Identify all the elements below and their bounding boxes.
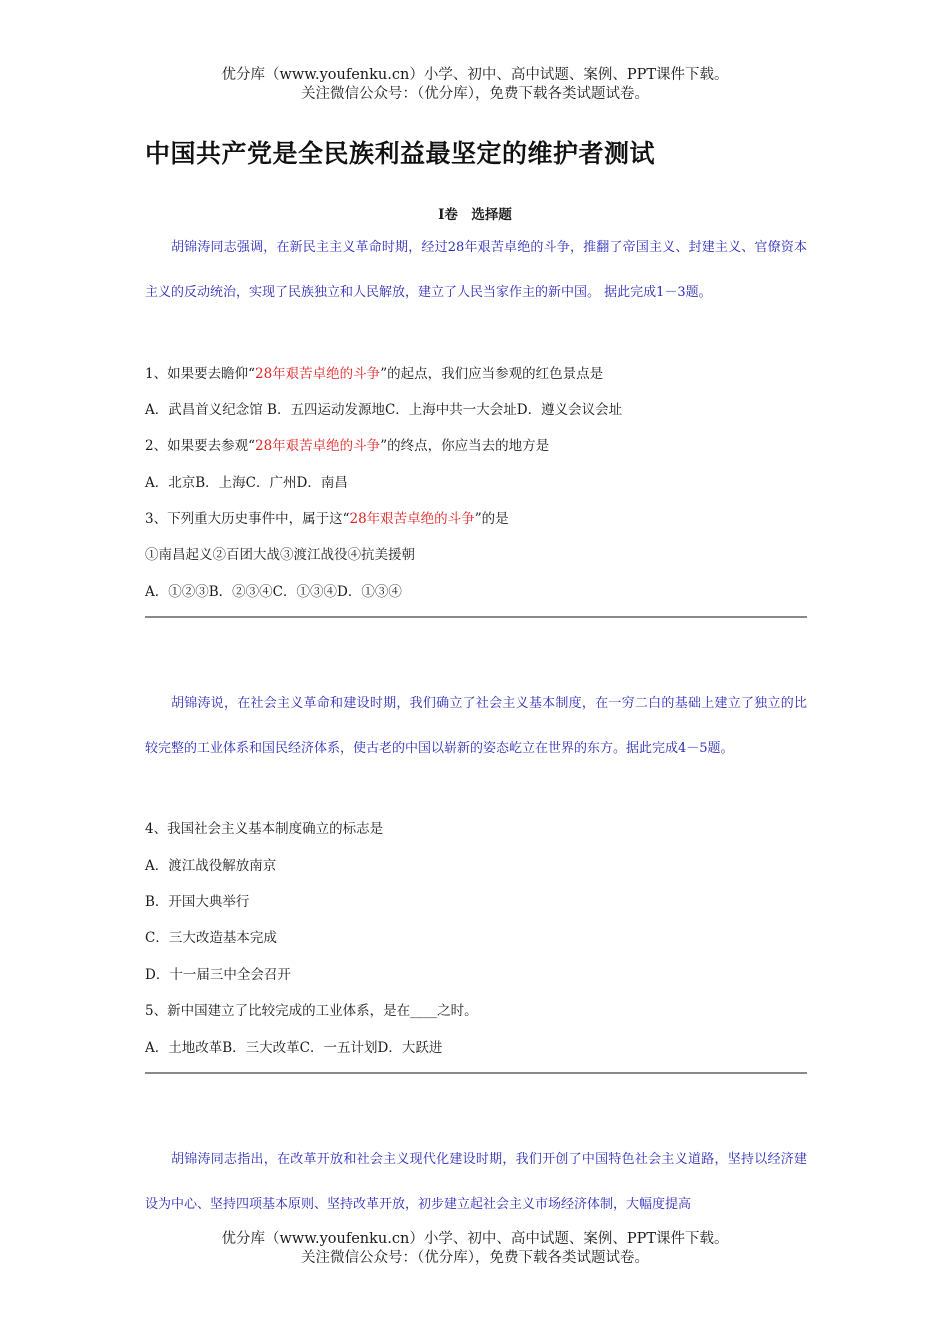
question-3-options: A．①②③B．②③④C．①③④D．①③④: [145, 584, 402, 600]
question-5-options: A．土地改革B．三大改革C．一五计划D．大跃进: [145, 1040, 443, 1056]
question-2-pre: 2、如果要去参观“: [145, 438, 255, 454]
divider: [145, 616, 807, 618]
question-2-highlight: 28年艰苦卓绝的斗争: [255, 438, 381, 454]
passage-3: 胡锦涛同志指出，在改革开放和社会主义现代化建设时期，我们开创了中国特色社会主义道路，坚持以经济建设为中心、坚持四项基本原则、坚持改革开放，初步建立起社会主义市场经济体制，大幅度提高: [145, 1152, 807, 1212]
section-heading: Ⅰ卷 选择题: [438, 207, 512, 223]
question-1-highlight: 28年艰苦卓绝的斗争: [255, 366, 381, 382]
question-4-option-d: D．十一届三中全会召开: [145, 967, 291, 983]
divider: [145, 1072, 807, 1074]
question-3: [145, 510, 509, 528]
question-4: 4、我国社会主义基本制度确立的标志是: [145, 821, 384, 837]
question-3-pre: 3、下列重大历史事件中，属于这“: [145, 511, 350, 527]
question-2-post: ”的终点，你应当去的地方是: [380, 438, 550, 454]
question-3-post: ”的是: [474, 511, 509, 527]
footer-line-1: 优分库（www.youfenku.cn）小学、初中、高中试题、案例、PPT课件下载。: [0, 1230, 950, 1248]
question-1: [145, 365, 603, 383]
header-line-1: 优分库（www.youfenku.cn）小学、初中、高中试题、案例、PPT课件下载。: [221, 67, 729, 83]
question-4-option-b: B．开国大典举行: [145, 894, 250, 910]
question-3-highlight: 28年艰苦卓绝的斗争: [349, 511, 475, 527]
question-2: [145, 437, 549, 455]
footer-line-2: 关注微信公众号：（优分库），免费下载各类试题试卷。: [0, 1249, 950, 1267]
passage-2: 胡锦涛说，在社会主义革命和建设时期，我们确立了社会主义基本制度，在一穷二白的基础上建立了独立的比较完整的工业体系和国民经济体系，使古老的中国以崭新的姿态屹立在世界的东方。据此完成4－5题。: [145, 696, 807, 756]
question-1-options: A．武昌首义纪念馆 B．五四运动发源地C．上海中共一大会址D．遵义会议会址: [145, 402, 623, 418]
question-2-options: A．北京B．上海C．广州D．南昌: [145, 475, 348, 491]
question-5: 5、新中国建立了比较完成的工业体系，是在____之时。: [145, 1003, 478, 1019]
question-1-pre: 1、如果要去瞻仰“: [145, 366, 255, 382]
question-4-option-a: A．渡江战役解放南京: [145, 858, 277, 874]
header-line-2: 关注微信公众号：（优分库），免费下载各类试题试卷。: [301, 86, 649, 102]
page-title: 中国共产党是全民族利益最坚定的维护者测试: [145, 139, 656, 168]
question-1-post: ”的起点，我们应当参观的红色景点是: [380, 366, 604, 382]
question-3-items: ①南昌起义②百团大战③渡江战役④抗美援朝: [145, 547, 415, 563]
passage-1: 胡锦涛同志强调，在新民主主义革命时期，经过28年艰苦卓绝的斗争，推翻了帝国主义、封建主义、官僚资本主义的反动统治，实现了民族独立和人民解放，建立了人民当家作主的新中国。 据此完成1－3题。: [145, 240, 807, 300]
question-4-option-c: C．三大改造基本完成: [145, 930, 277, 946]
